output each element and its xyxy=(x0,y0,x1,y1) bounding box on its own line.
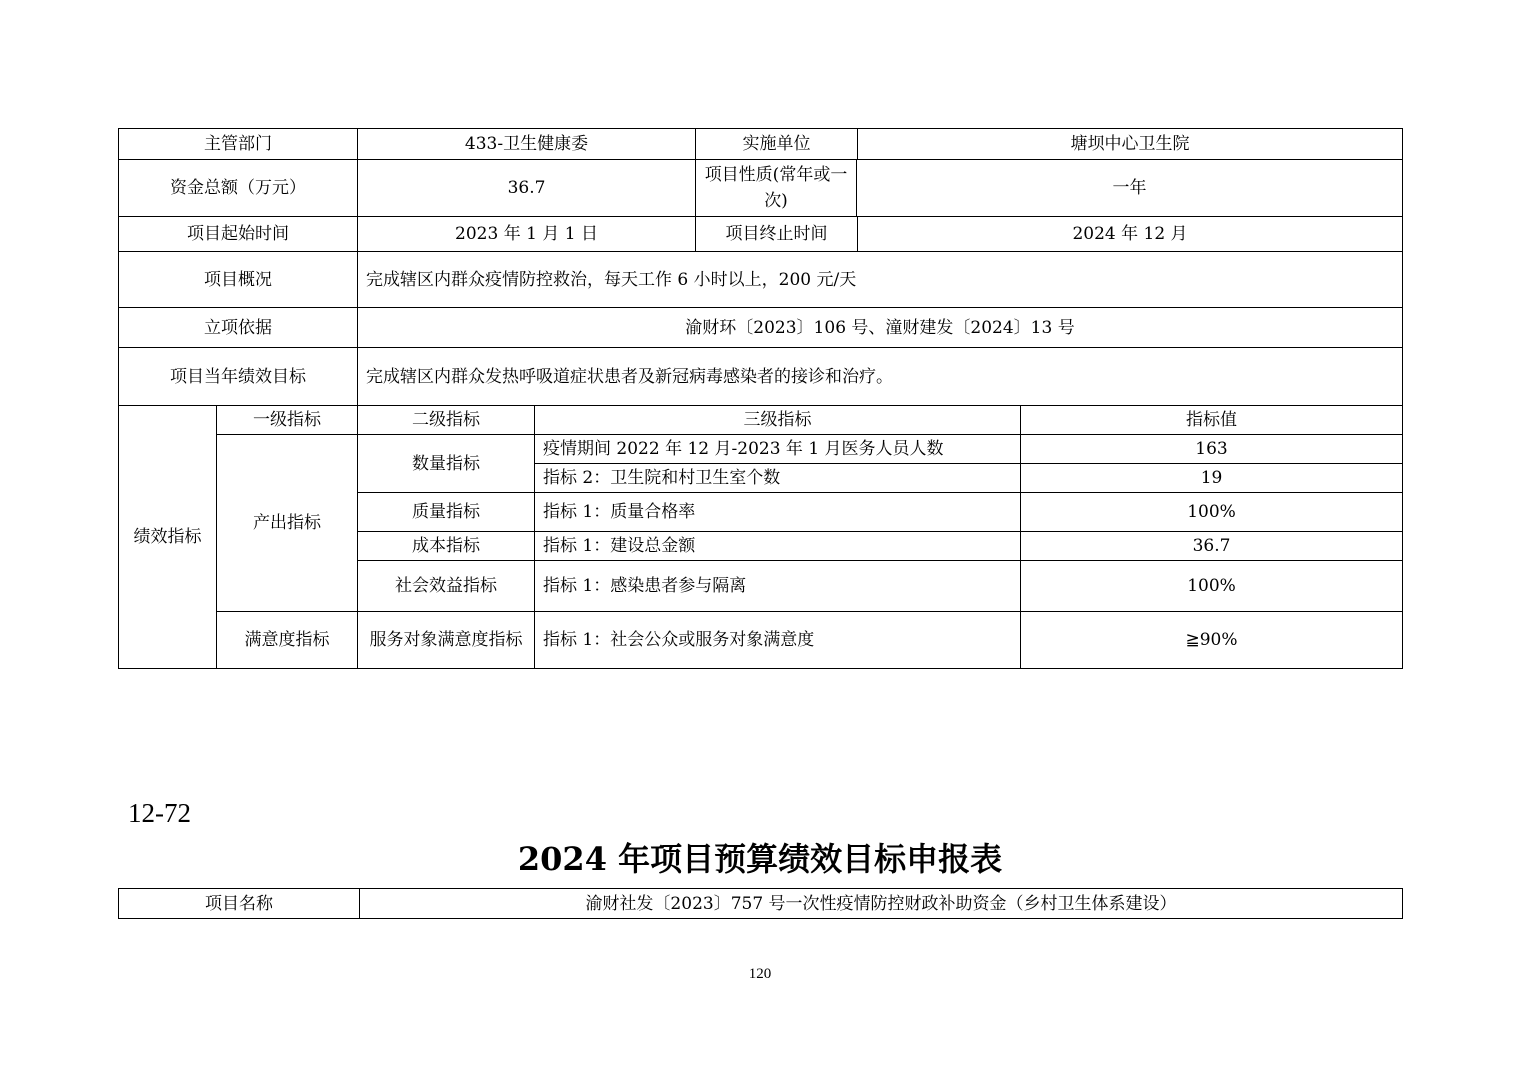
indicators-label: 绩效指标 xyxy=(119,406,217,669)
fund-value: 36.7 xyxy=(358,160,696,217)
indicator-value: 36.7 xyxy=(1021,532,1403,561)
goal-value: 完成辖区内群众发热呼吸道症状患者及新冠病毒感染者的接诊和治疗。 xyxy=(358,348,1403,406)
indicator-name: 指标 1：建设总金额 xyxy=(535,532,1021,561)
indicator-name: 指标 1：质量合格率 xyxy=(535,493,1021,532)
header-level1: 一级指标 xyxy=(217,406,358,435)
header-level3: 三级指标 xyxy=(535,406,1021,435)
project-info-table xyxy=(118,128,1403,669)
page-number: 120 xyxy=(748,966,772,982)
sheet-number: 12-72 xyxy=(128,798,191,828)
cost-indicator-label: 成本指标 xyxy=(358,532,535,561)
basis-label: 立项依据 xyxy=(119,308,358,348)
document-title: 2024 年项目预算绩效目标申报表 xyxy=(517,840,1003,878)
nature-cell xyxy=(696,160,1403,217)
social-benefit-indicator-label: 社会效益指标 xyxy=(358,561,535,612)
indicator-value: 163 xyxy=(1021,435,1403,464)
indicator-name: 指标 2：卫生院和村卫生室个数 xyxy=(535,464,1021,493)
indicator-name: 疫情期间 2022 年 12 月-2023 年 1 月医务人员人数 xyxy=(535,435,1021,464)
unit-value: 塘坝中心卫生院 xyxy=(1070,134,1190,154)
dept-label: 主管部门 xyxy=(119,129,358,160)
start-label: 项目起始时间 xyxy=(119,217,358,252)
project-name-table xyxy=(118,888,1403,919)
overview-value: 完成辖区内群众疫情防控救治，每天工作 6 小时以上，200 元/天 xyxy=(358,252,1403,308)
indicator-name: 指标 1：社会公众或服务对象满意度 xyxy=(535,612,1021,669)
header-value: 指标值 xyxy=(1021,406,1403,435)
satisfaction-indicator-label: 满意度指标 xyxy=(217,612,358,669)
start-value: 2023 年 1 月 1 日 xyxy=(358,217,696,252)
output-indicator-label: 产出指标 xyxy=(217,435,358,612)
nature-label: 项目性质(常年或一次) xyxy=(696,160,857,216)
end-label: 项目终止时间 xyxy=(696,217,858,251)
service-satisfaction-indicator-label: 服务对象满意度指标 xyxy=(358,612,535,669)
project-name-value: 渝财社发〔2023〕757 号一次性疫情防控财政补助资金（乡村卫生体系建设） xyxy=(360,889,1403,919)
unit-cell xyxy=(696,129,1403,160)
indicator-value: 19 xyxy=(1021,464,1403,493)
fund-label: 资金总额（万元） xyxy=(119,160,358,217)
end-cell xyxy=(696,217,1403,252)
overview-label: 项目概况 xyxy=(119,252,358,308)
indicator-name: 指标 1：感染患者参与隔离 xyxy=(535,561,1021,612)
basis-value: 渝财环〔2023〕106 号、潼财建发〔2024〕13 号 xyxy=(358,308,1403,348)
dept-value: 433-卫生健康委 xyxy=(358,129,696,160)
indicator-value: 100% xyxy=(1021,561,1403,612)
quantity-indicator-label: 数量指标 xyxy=(358,435,535,493)
unit-label: 实施单位 xyxy=(696,129,858,159)
header-level2: 二级指标 xyxy=(358,406,535,435)
indicator-value: 100% xyxy=(1021,493,1403,532)
indicator-value: ≧90% xyxy=(1021,612,1403,669)
goal-label: 项目当年绩效目标 xyxy=(119,348,358,406)
project-name-label: 项目名称 xyxy=(119,889,360,919)
quality-indicator-label: 质量指标 xyxy=(358,493,535,532)
end-value: 2024 年 12 月 xyxy=(1072,224,1188,244)
nature-value: 一年 xyxy=(1112,178,1147,198)
